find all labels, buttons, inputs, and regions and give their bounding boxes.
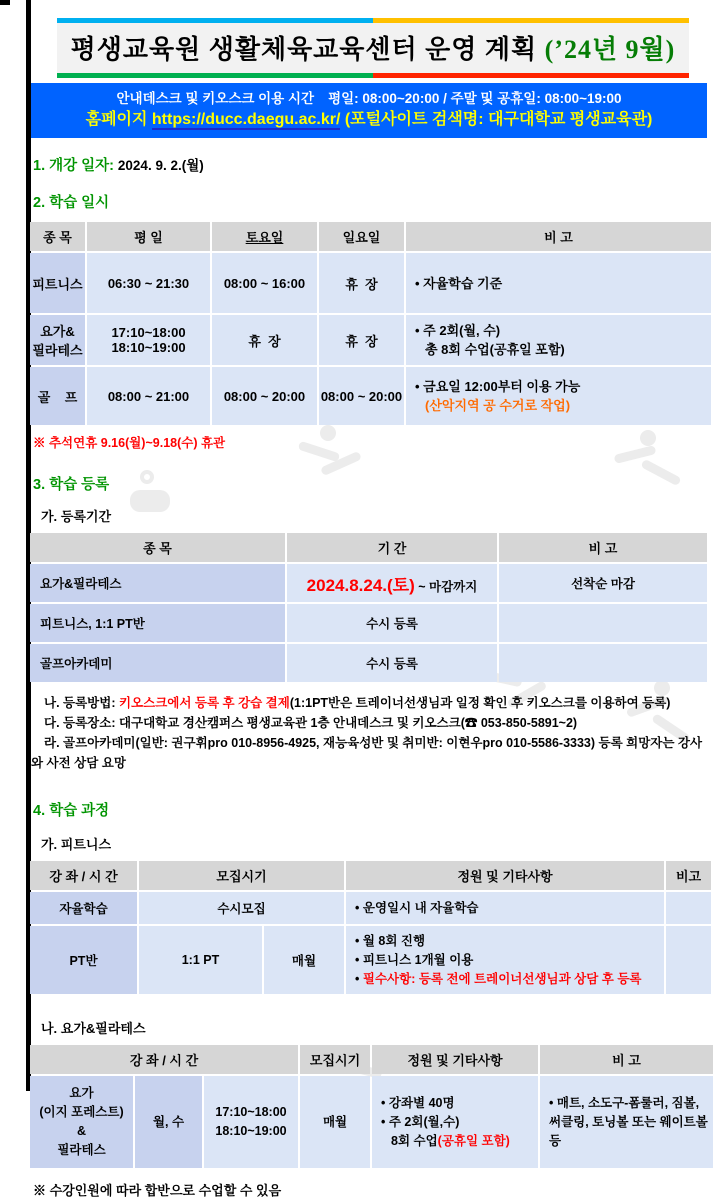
weekday-hours-cell: 06:30 ~ 21:30 (87, 253, 210, 313)
col-header: 강 좌 / 시 간 (30, 1045, 298, 1074)
section1-heading: 1. 개강 일자: (33, 158, 115, 174)
course-type-cell: 1:1 PT (139, 926, 262, 994)
detail-cell: • 월 8회 진행 • 피트니스 1개월 이용 • 필수사항: 등록 전에 트레이너선생님과 상담 후 등록 (346, 926, 664, 994)
section2-heading: 2. 학습 일시 (33, 195, 110, 211)
yoga-subheading: 나. 요가&필라테스 (41, 1021, 146, 1036)
detail-cell: • 운영일시 내 자율학습 (346, 892, 664, 924)
class-merge-note: ※ 수강인원에 따라 합반으로 수업할 수 있음 (33, 1183, 282, 1198)
col-header: 기 간 (287, 533, 497, 562)
saturday-hours-cell: 휴 장 (212, 315, 317, 365)
section4-heading: 4. 학습 과정 (33, 803, 110, 819)
weekday-hours-cell: 17:10~18:00 18:10~19:00 (87, 315, 210, 365)
page-title-period: (’24년 9월) (544, 35, 676, 64)
title-block (57, 18, 689, 78)
section3-heading: 3. 학습 등록 (33, 477, 110, 493)
col-header: 비 고 (499, 533, 707, 562)
schedule-header-row (30, 222, 711, 251)
saturday-hours-cell: 08:00 ~ 20:00 (212, 367, 317, 425)
remark-cell: • 주 2회(월, 수) 총 8회 수업(공휴일 포함) (406, 315, 711, 365)
scan-corner-mark (0, 0, 10, 5)
sunday-hours-cell: 휴 장 (319, 315, 404, 365)
remark-cell: 선착순 마감 (499, 564, 707, 602)
remark-cell-empty (499, 604, 707, 642)
remark-cell-empty (666, 926, 711, 994)
note-location: 다. 등록장소: 대구대학교 경산캠퍼스 평생교육관 1층 안내데스크 및 키오스크(☎ 053-850-5891~2) (44, 716, 578, 730)
course-name-cell: PT반 (30, 926, 137, 994)
col-header: 모집시기 (300, 1045, 370, 1074)
homepage-line (33, 108, 705, 131)
sunday-hours-cell: 08:00 ~ 20:00 (319, 367, 404, 425)
registration-header-row (30, 533, 707, 562)
desk-hours-line (33, 89, 705, 108)
col-header: 비 고 (540, 1045, 713, 1074)
section-open-date (31, 154, 707, 175)
info-banner (31, 83, 707, 138)
remark-cell-empty (499, 644, 707, 682)
desk-hours-label: 안내데스크 및 키오스크 이용 시간 (116, 91, 315, 106)
homepage-label: 홈페이지 (85, 111, 148, 128)
course-name-cell: 골프아카데미 (30, 644, 285, 682)
period-cell: 수시 등록 (287, 644, 497, 682)
holiday-closure-note: ※ 추석연휴 9.16(월)~9.18(수) 휴관 (33, 436, 226, 450)
page-title (57, 23, 689, 73)
course-name-cell: 피트니스, 1:1 PT반 (30, 604, 285, 642)
col-header: 비 고 (406, 222, 711, 251)
col-header: 종 목 (30, 222, 85, 251)
remark-cell: • 자율학습 기준 (406, 253, 711, 313)
registration-notes (31, 693, 707, 773)
fitness-subheading: 가. 피트니스 (41, 837, 112, 852)
sport-name-cell: 골 프 (30, 367, 85, 425)
sport-name-cell: 요가& 필라테스 (30, 315, 85, 365)
col-header: 강 좌 / 시 간 (30, 861, 137, 890)
col-header: 모집시기 (139, 861, 344, 890)
remark-cell: • 금요일 12:00부터 이용 가능 (산악지역 공 수거로 작업) (406, 367, 711, 425)
table-row (30, 1076, 713, 1168)
capacity-cell: • 강좌별 40명 • 주 2회(월,수) 8회 수업(공휴일 포함) (372, 1076, 538, 1168)
col-header: 토요일 (212, 222, 317, 251)
period-cell: 수시 등록 (287, 604, 497, 642)
sport-name-cell: 피트니스 (30, 253, 85, 313)
col-header: 정원 및 기타사항 (372, 1045, 538, 1074)
course-name-cell: 요가 (이지 포레스트) & 필라테스 (30, 1076, 133, 1168)
col-header: 정원 및 기타사항 (346, 861, 664, 890)
table-row (30, 315, 711, 365)
col-header: 평 일 (87, 222, 210, 251)
desk-hours-value: 평일: 08:00~20:00 / 주말 및 공휴일: 08:00~19:00 (328, 91, 622, 106)
portal-search-note: (포털사이트 검색명: 대구대학교 평생교육관) (344, 111, 653, 128)
note-method: 나. 등록방법: 키오스크에서 등록 후 강습 결제(1:1PT반은 트레이너선생님과 일정 확인 후 키오스크를 이용하여 등록) (44, 696, 671, 710)
weekday-hours-cell: 08:00 ~ 21:00 (87, 367, 210, 425)
registration-period-subheading: 가. 등록기간 (41, 509, 112, 524)
course-days-cell: 월, 수 (135, 1076, 202, 1168)
note-golf-contact: 라. 골프아카데미(일반: 권구휘pro 010-8956-4925, 재능육성반 및 취미반: 이현우pro 010-5586-3333) 등록 희망자는 강사와 사전 상담 요망 (31, 736, 703, 770)
course-times-cell: 17:10~18:00 18:10~19:00 (204, 1076, 298, 1168)
table-row (30, 253, 711, 313)
title-top-bar (57, 18, 689, 23)
table-row (30, 564, 707, 602)
col-header: 일요일 (319, 222, 404, 251)
yoga-course-table (28, 1043, 715, 1170)
saturday-hours-cell: 08:00 ~ 16:00 (212, 253, 317, 313)
table-row (30, 926, 711, 994)
title-bottom-bar (57, 73, 689, 78)
registration-table (28, 531, 709, 684)
open-date-value: 2024. 9. 2.(월) (117, 158, 204, 173)
table-row (30, 604, 707, 642)
course-name-cell: 자율학습 (30, 892, 137, 924)
table-row (30, 644, 707, 682)
yoga-course-header-row (30, 1045, 713, 1074)
period-cell: 2024.8.24.(토) ~ 마감까지 (287, 564, 497, 602)
table-row (30, 367, 711, 425)
recruit-cell: 매월 (300, 1076, 370, 1168)
table-row (30, 892, 711, 924)
col-header: 종 목 (30, 533, 285, 562)
fitness-course-header-row (30, 861, 711, 890)
materials-cell: • 매트, 소도구-폼룰러, 짐볼, 써클링, 토닝볼 또는 웨이트볼 등 (540, 1076, 713, 1168)
recruit-cell: 매월 (264, 926, 344, 994)
course-name-cell: 요가&필라테스 (30, 564, 285, 602)
schedule-table (28, 220, 713, 427)
recruit-cell: 수시모집 (139, 892, 344, 924)
page-title-main: 평생교육원 생활체육교육센터 운영 계획 (70, 35, 538, 64)
fitness-course-table (28, 859, 713, 996)
sunday-hours-cell: 휴 장 (319, 253, 404, 313)
col-header: 비고 (666, 861, 711, 890)
homepage-link[interactable]: https://ducc.daegu.ac.kr/ (151, 111, 341, 128)
remark-cell-empty (666, 892, 711, 924)
